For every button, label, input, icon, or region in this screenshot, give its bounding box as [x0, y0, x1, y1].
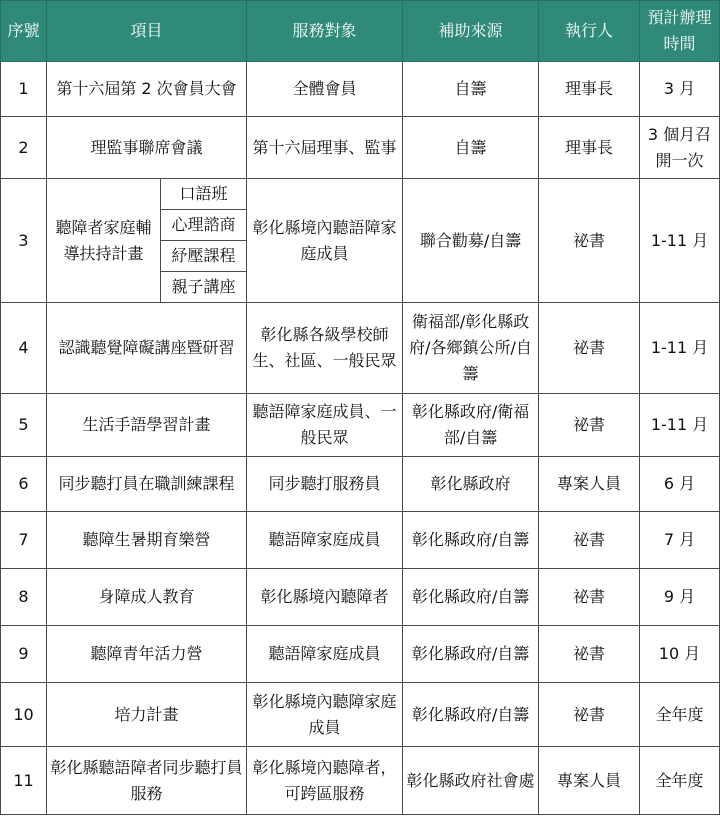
cell-source: 彰化縣政府/自籌: [403, 512, 539, 569]
cell-executor: 理事長: [539, 62, 640, 117]
cell-seq: 9: [1, 626, 47, 683]
cell-subitem: 口語班: [161, 179, 247, 210]
header-seq: 序號: [1, 1, 47, 62]
cell-item: 彰化縣聽語障者同步聽打員服務: [47, 747, 247, 815]
cell-executor: 祕書: [539, 394, 640, 457]
table-row: [1, 179, 720, 210]
cell-target: 彰化縣境內聽障者: [247, 569, 403, 626]
cell-time: 全年度: [640, 747, 720, 815]
cell-time: 1-11 月: [640, 303, 720, 394]
cell-seq: 6: [1, 457, 47, 512]
cell-target: 聽語障家庭成員: [247, 626, 403, 683]
cell-seq: 8: [1, 569, 47, 626]
cell-target: 彰化縣各級學校師生、社區、一般民眾: [247, 303, 403, 394]
cell-executor: 理事長: [539, 117, 640, 179]
table-row: [1, 569, 720, 626]
cell-target: 全體會員: [247, 62, 403, 117]
cell-source: 自籌: [403, 117, 539, 179]
cell-time: 3 個月召開一次: [640, 117, 720, 179]
cell-seq: 2: [1, 117, 47, 179]
cell-time: 全年度: [640, 683, 720, 747]
cell-target: 同步聽打服務員: [247, 457, 403, 512]
header-item: 項目: [47, 1, 247, 62]
cell-executor: 祕書: [539, 683, 640, 747]
cell-item: 培力計畫: [47, 683, 247, 747]
cell-item: 認識聽覺障礙講座暨研習: [47, 303, 247, 394]
table-row: [1, 117, 720, 179]
cell-source: 彰化縣政府/衛福部/自籌: [403, 394, 539, 457]
cell-source: 彰化縣政府社會處: [403, 747, 539, 815]
table-row: [1, 457, 720, 512]
cell-seq: 5: [1, 394, 47, 457]
header-time: 預計辦理時間: [640, 1, 720, 62]
cell-seq: 11: [1, 747, 47, 815]
cell-time: 9 月: [640, 569, 720, 626]
cell-seq: 10: [1, 683, 47, 747]
cell-target: 聽語障家庭成員: [247, 512, 403, 569]
cell-target: 彰化縣境內聽障家庭成員: [247, 683, 403, 747]
cell-target: 聽語障家庭成員、一般民眾: [247, 394, 403, 457]
cell-item: 聽障生暑期育樂營: [47, 512, 247, 569]
cell-item: 理監事聯席會議: [47, 117, 247, 179]
cell-time: 1-11 月: [640, 179, 720, 303]
table-row: [1, 512, 720, 569]
cell-time: 10 月: [640, 626, 720, 683]
cell-executor: 祕書: [539, 512, 640, 569]
cell-executor: 祕書: [539, 303, 640, 394]
cell-seq: 3: [1, 179, 47, 303]
table-row: [1, 683, 720, 747]
cell-target: 第十六屆理事、監事: [247, 117, 403, 179]
cell-item: 生活手語學習計畫: [47, 394, 247, 457]
cell-time: 6 月: [640, 457, 720, 512]
cell-item: 第十六屆第 2 次會員大會: [47, 62, 247, 117]
cell-seq: 4: [1, 303, 47, 394]
cell-source: 彰化縣政府/自籌: [403, 569, 539, 626]
cell-source: 彰化縣政府: [403, 457, 539, 512]
cell-source: 衛福部/彰化縣政府/各鄉鎮公所/自籌: [403, 303, 539, 394]
cell-item: 身障成人教育: [47, 569, 247, 626]
cell-target: 彰化縣境內聽語障家庭成員: [247, 179, 403, 303]
table-header-row: [1, 1, 720, 62]
cell-source: 彰化縣政府/自籌: [403, 683, 539, 747]
cell-item: 聽障者家庭輔導扶持計畫: [47, 179, 161, 303]
cell-subitem: 紓壓課程: [161, 241, 247, 272]
table-row: [1, 747, 720, 815]
cell-subitem: 心理諮商: [161, 210, 247, 241]
cell-source: 聯合勸募/自籌: [403, 179, 539, 303]
cell-target: 彰化縣境內聽障者，可跨區服務: [247, 747, 403, 815]
cell-source: 彰化縣政府/自籌: [403, 626, 539, 683]
cell-item: 同步聽打員在職訓練課程: [47, 457, 247, 512]
table-row: [1, 62, 720, 117]
header-source: 補助來源: [403, 1, 539, 62]
cell-source: 自籌: [403, 62, 539, 117]
cell-executor: 專案人員: [539, 457, 640, 512]
cell-time: 1-11 月: [640, 394, 720, 457]
cell-executor: 專案人員: [539, 747, 640, 815]
cell-subitem: 親子講座: [161, 272, 247, 303]
cell-executor: 祕書: [539, 569, 640, 626]
cell-seq: 7: [1, 512, 47, 569]
cell-time: 3 月: [640, 62, 720, 117]
header-target: 服務對象: [247, 1, 403, 62]
cell-executor: 祕書: [539, 626, 640, 683]
table-row: [1, 303, 720, 394]
table-row: [1, 626, 720, 683]
cell-time: 7 月: [640, 512, 720, 569]
header-executor: 執行人: [539, 1, 640, 62]
cell-seq: 1: [1, 62, 47, 117]
cell-item: 聽障青年活力營: [47, 626, 247, 683]
table-row: [1, 394, 720, 457]
cell-executor: 祕書: [539, 179, 640, 303]
